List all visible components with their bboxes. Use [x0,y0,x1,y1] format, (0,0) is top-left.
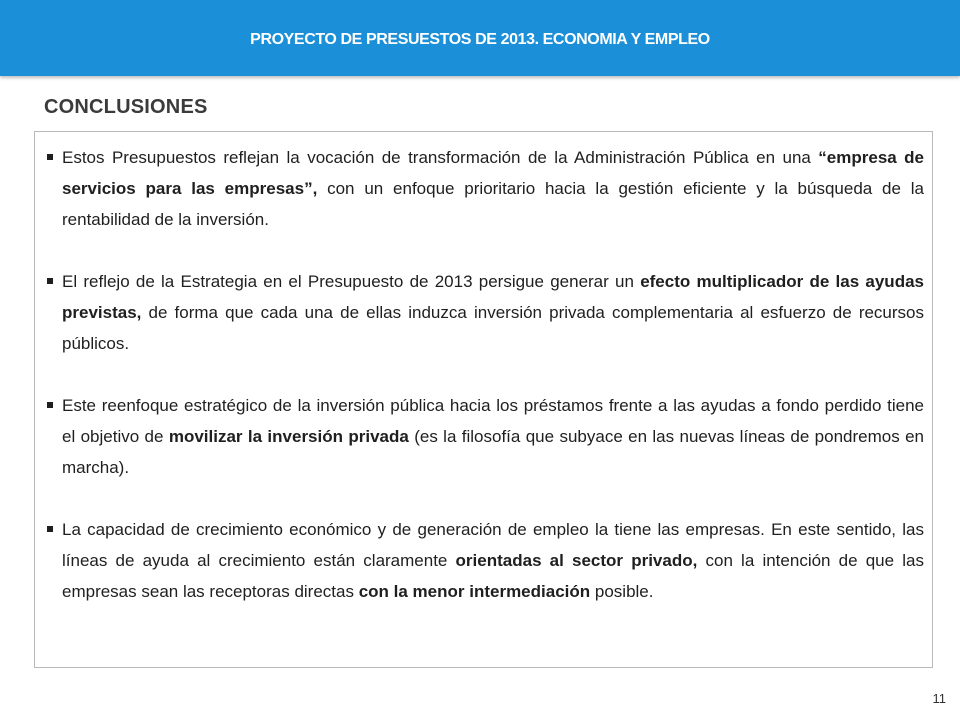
bullet-item [44,514,924,607]
bullet-text: posible. [590,582,654,601]
bullet-text: con la intención de que las empresas sean las receptoras directas [62,551,924,601]
slide-title: PROYECTO DE PRESUESTOS DE 2013. ECONOMIA Y EMPLEO [250,31,710,48]
page-number: 11 [932,691,946,706]
square-bullet-icon [47,278,53,284]
square-bullet-icon [47,526,53,532]
bullet-emphasis: “empresa de servicios para las empresas”, [62,148,925,198]
bullet-list [44,142,924,638]
bullet-emphasis: orientadas al sector privado, [455,551,698,570]
bullet-text: La capacidad de crecimiento económico y de generación de empleo la tiene las empresas. En este sentido, las líneas de ayuda al crecimiento están claramente [62,520,924,570]
square-bullet-icon [47,154,53,160]
bullet-text: (es la filosofía que subyace en las nuevas líneas de pondremos en marcha). [62,427,924,477]
bullet-text: El reflejo de la Estrategia en el Presupuesto de 2013 persigue generar un [62,272,641,291]
bullet-emphasis: movilizar la inversión privada [168,427,409,446]
bullet-item [44,266,924,359]
bullet-text: Estos Presupuestos reflejan la vocación de transformación de la Administración Pública en una [62,148,819,167]
bullet-item [44,142,924,235]
bullet-text: con un enfoque prioritario hacia la gestión eficiente y la búsqueda de la rentabilidad de la inversión. [62,179,924,229]
square-bullet-icon [47,402,53,408]
bullet-emphasis: efecto multiplicador de las ayudas previstas, [62,272,924,322]
bullet-item [44,390,924,483]
section-heading: CONCLUSIONES [44,96,208,118]
header-band [0,0,960,76]
bullet-text: Este reenfoque estratégico de la inversión pública hacia los préstamos frente a las ayudas a fondo perdido tiene el objetivo de [62,396,924,446]
bullet-text: de forma que cada una de ellas induzca inversión privada complementaria al esfuerzo de recursos públicos. [62,303,924,353]
bullet-emphasis: con la menor intermediación [358,582,591,601]
